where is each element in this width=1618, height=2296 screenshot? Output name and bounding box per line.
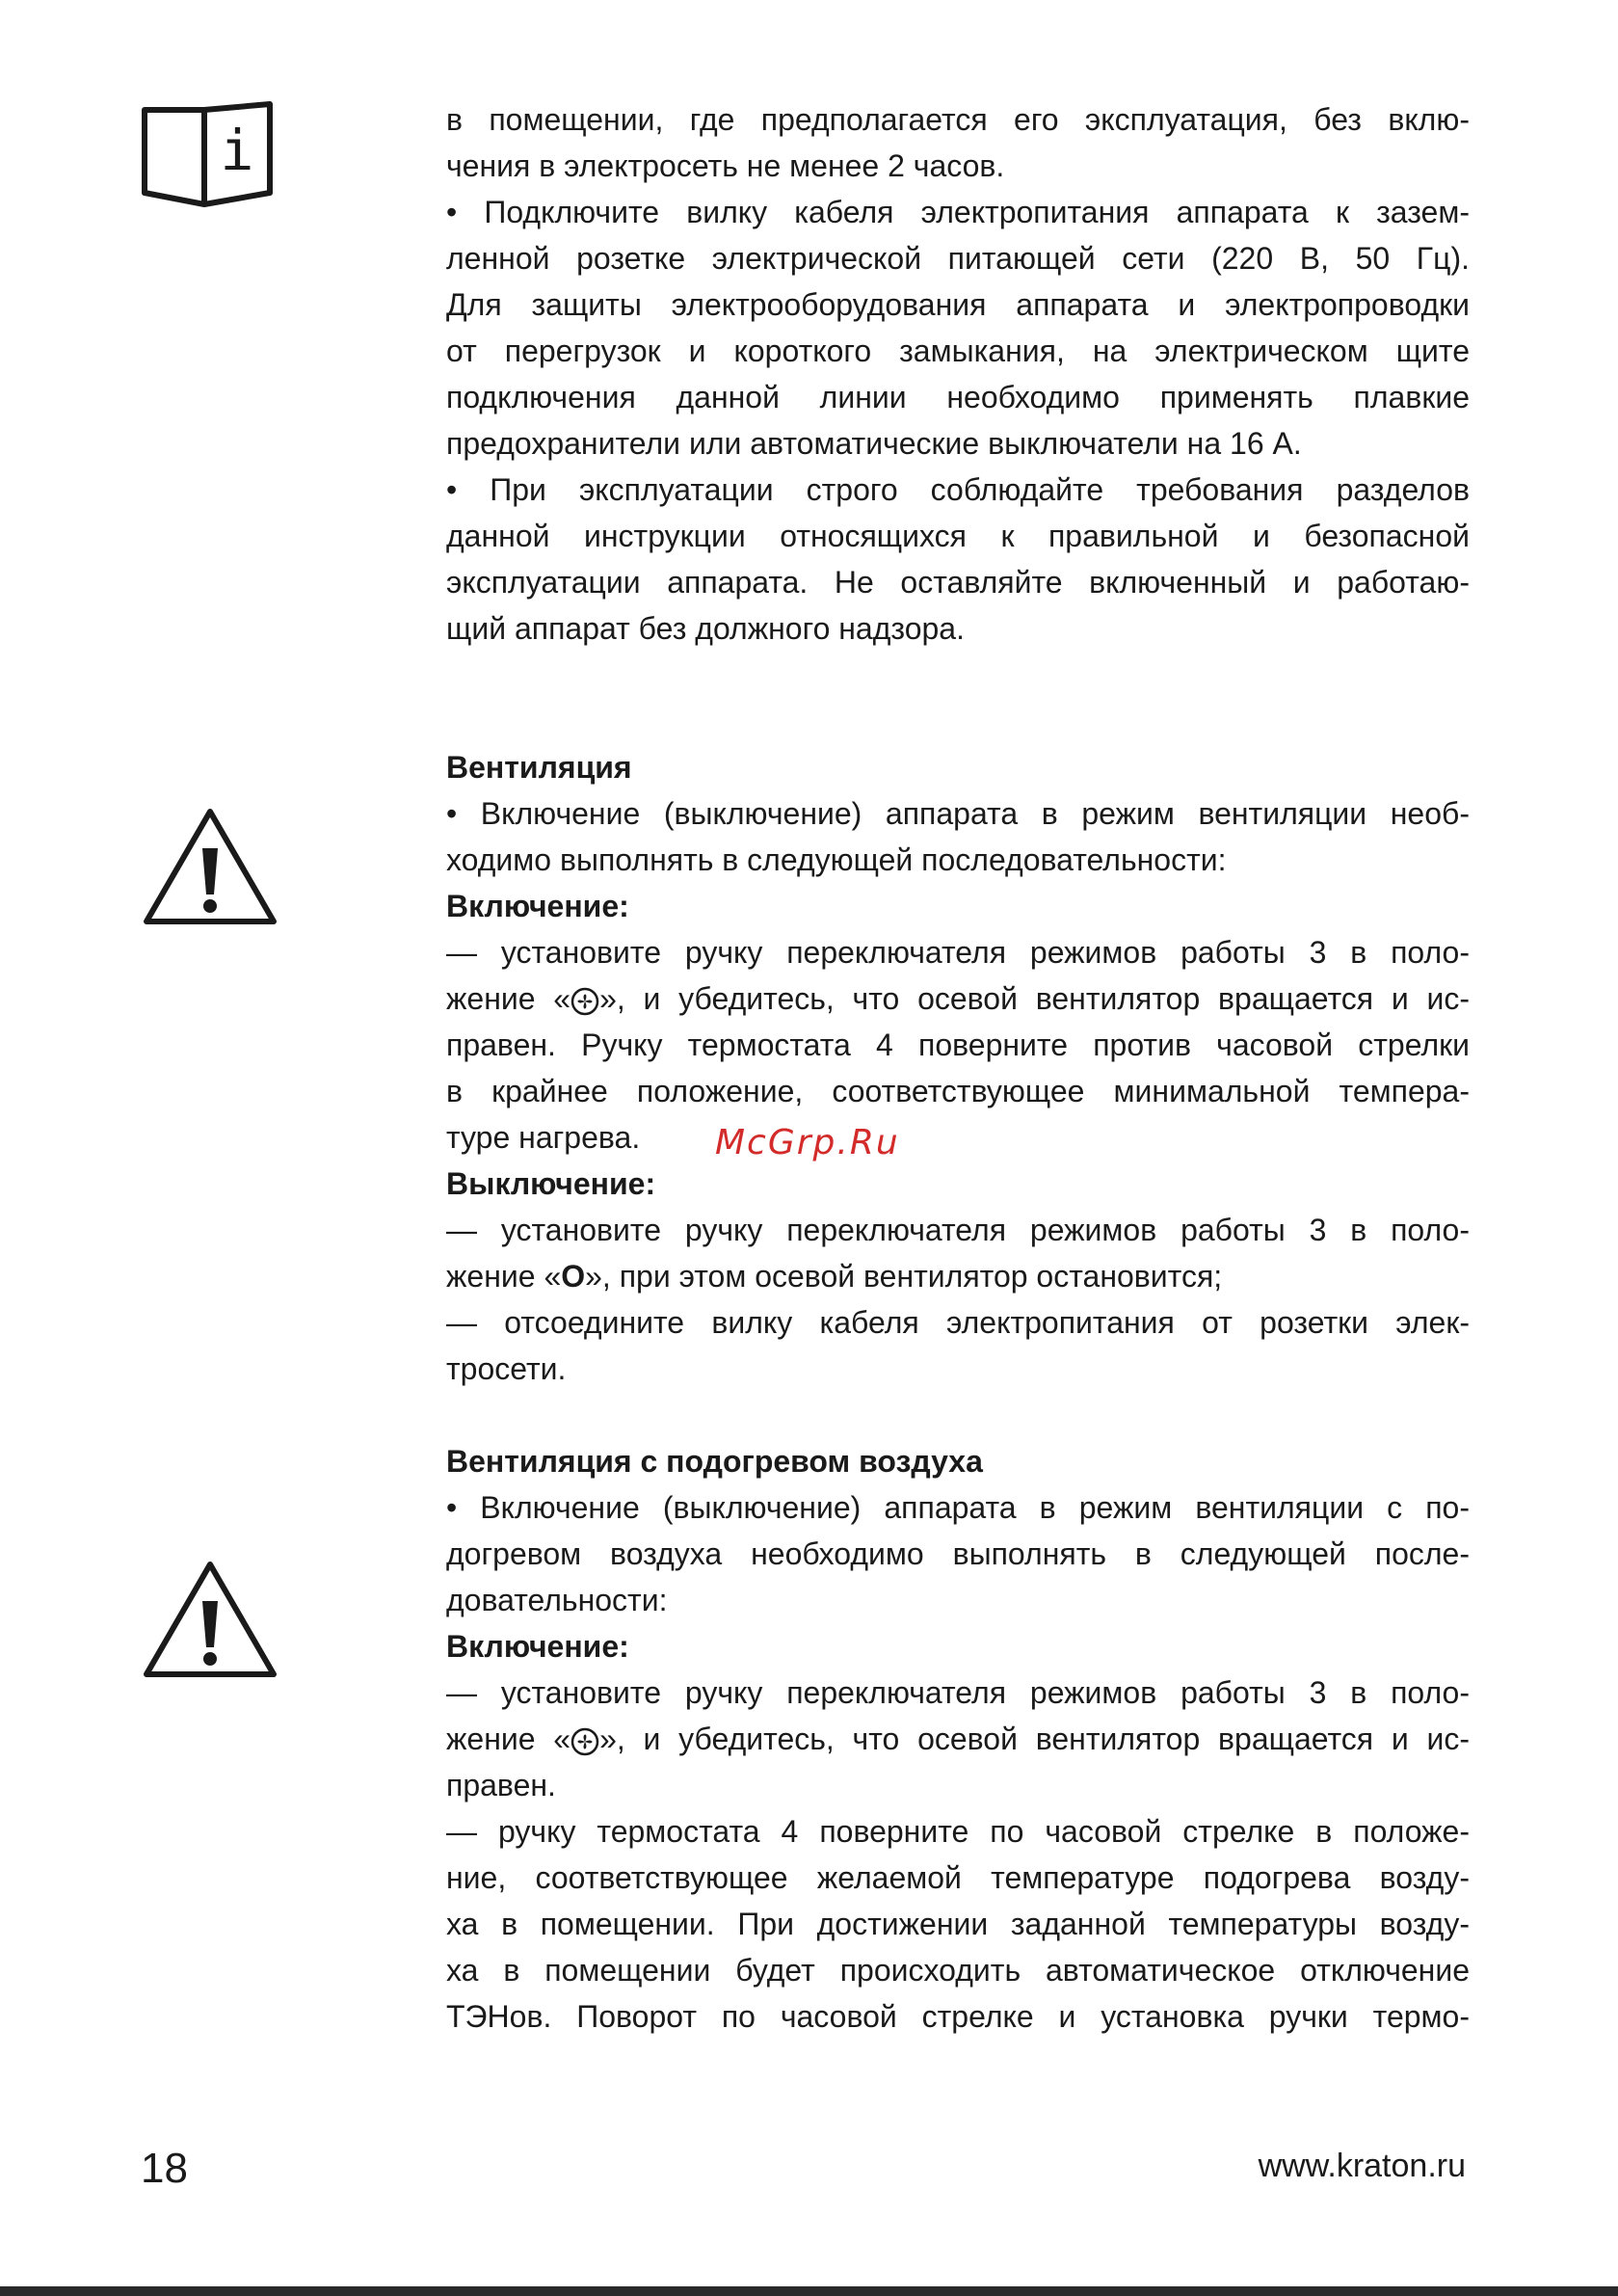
text-line: догревом воздуха необходимо выполнять в следующей после- bbox=[446, 1536, 1470, 1571]
off-mode-symbol: О bbox=[561, 1259, 586, 1294]
text-line: ленной розетке электрической питающей сети (220 В, 50 Гц). bbox=[446, 241, 1470, 276]
text-line: — установите ручку переключателя режимов работы 3 в поло- bbox=[446, 935, 1470, 970]
website-link[interactable]: www.kraton.ru bbox=[1258, 2148, 1466, 2184]
text-fragment: жение « bbox=[446, 1259, 562, 1294]
text-line: от перегрузок и короткого замыкания, на электрическом щите bbox=[446, 334, 1470, 368]
text-line: • При эксплуатации строго соблюдайте требования разделов bbox=[446, 472, 1470, 507]
text-line: правен. Ручку термостата 4 поверните против часовой стрелки bbox=[446, 1028, 1470, 1062]
text-line: в помещении, где предполагается его эксплуатация, без вклю- bbox=[446, 102, 1470, 137]
text-line: — установите ручку переключателя режимов работы 3 в поло- bbox=[446, 1675, 1470, 1710]
text-line: щий аппарат без должного надзора. bbox=[446, 611, 965, 646]
page-bottom-border bbox=[0, 2286, 1618, 2296]
text-fragment: жение « bbox=[446, 981, 571, 1016]
text-line: • Включение (выключение) аппарата в режим вентиляции с по- bbox=[446, 1490, 1470, 1525]
text-line: ха в помещении. При достижении заданной температуры возду- bbox=[446, 1907, 1470, 1941]
text-line: эксплуатации аппарата. Не оставляйте включенный и работаю- bbox=[446, 565, 1470, 600]
text-line bbox=[446, 975, 1470, 1022]
subheading-off: Выключение: bbox=[446, 1166, 656, 1201]
text-line bbox=[446, 1716, 1470, 1762]
text-line: правен. bbox=[446, 1768, 556, 1802]
text-line: Для защиты электрооборудования аппарата и электропроводки bbox=[446, 287, 1470, 322]
text-fragment: », и убедитесь, что осевой вентилятор вращается и ис- bbox=[599, 1722, 1471, 1756]
text-line: • Включение (выключение) аппарата в режим вентиляции необ- bbox=[446, 796, 1470, 831]
svg-text:i: i bbox=[220, 118, 254, 183]
manual-info-icon bbox=[141, 100, 274, 212]
text-line: ходимо выполнять в следующей последовательности: bbox=[446, 842, 1227, 877]
text-line: тросети. bbox=[446, 1351, 567, 1386]
text-line: • Подключите вилку кабеля электропитания аппарата к зазем- bbox=[446, 195, 1470, 229]
text-line: чения в электросеть не менее 2 часов. bbox=[446, 148, 1005, 183]
warning-triangle-icon bbox=[141, 1559, 279, 1680]
text-fragment: », и убедитесь, что осевой вентилятор вращается и ис- bbox=[599, 981, 1471, 1016]
text-line: подключения данной линии необходимо применять плавкие bbox=[446, 380, 1470, 414]
text-line: данной инструкции относящихся к правильной и безопасной bbox=[446, 519, 1470, 553]
text-line: ха в помещении будет происходить автоматическое отключение bbox=[446, 1953, 1470, 1988]
subheading-on: Включение: bbox=[446, 1629, 629, 1664]
text-line: ние, соответствующее желаемой температуре подогрева возду- bbox=[446, 1860, 1470, 1895]
page-number: 18 bbox=[141, 2145, 188, 2192]
text-line: — ручку термостата 4 поверните по часовой стрелке в положе- bbox=[446, 1814, 1470, 1849]
section-heading: Вентиляция с подогревом воздуха bbox=[446, 1444, 983, 1479]
watermark: McGrp.Ru bbox=[715, 1123, 900, 1162]
text-line: — установите ручку переключателя режимов работы 3 в поло- bbox=[446, 1213, 1470, 1247]
text-line: довательности: bbox=[446, 1583, 668, 1617]
text-line: — отсоедините вилку кабеля электропитания от розетки элек- bbox=[446, 1305, 1470, 1340]
section-heading: Вентиляция bbox=[446, 750, 632, 785]
text-line: предохранители или автоматические выключатели на 16 А. bbox=[446, 426, 1302, 461]
text-fragment: », при этом осевой вентилятор остановится; bbox=[585, 1259, 1223, 1294]
warning-triangle-icon bbox=[141, 806, 279, 927]
subheading-on: Включение: bbox=[446, 889, 629, 923]
fan-mode-icon bbox=[570, 1727, 599, 1756]
text-line bbox=[446, 1253, 1470, 1299]
fan-mode-icon bbox=[570, 987, 599, 1016]
text-line: в крайнее положение, соответствующее минимальной темпера- bbox=[446, 1074, 1470, 1108]
text-fragment: жение « bbox=[446, 1722, 571, 1756]
text-line: туре нагрева. bbox=[446, 1120, 641, 1155]
text-line: ТЭНов. Поворот по часовой стрелке и установка ручки термо- bbox=[446, 1999, 1470, 2034]
